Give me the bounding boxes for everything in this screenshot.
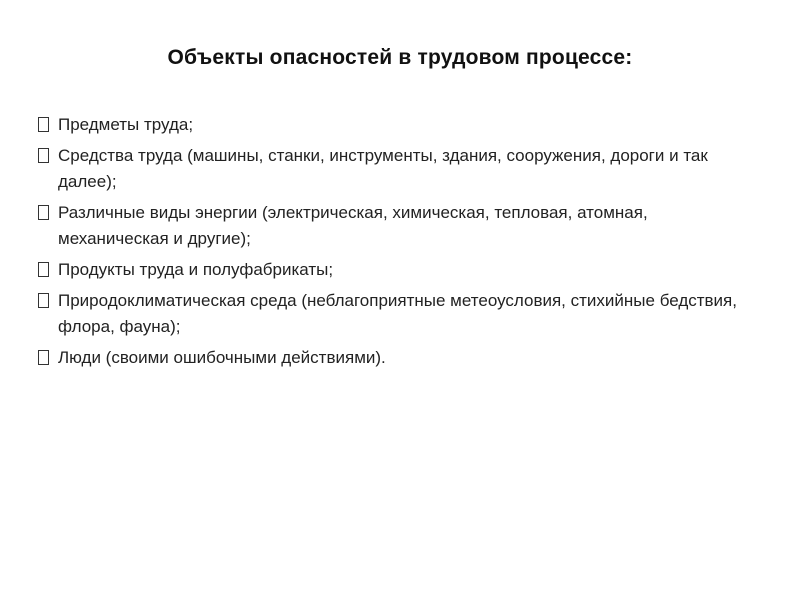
bullet-text: Продукты труда и полуфабрикаты; bbox=[58, 260, 334, 279]
bullet-item bbox=[36, 200, 756, 252]
bullet-marker-icon bbox=[38, 293, 49, 308]
bullet-marker-icon bbox=[38, 205, 49, 220]
bullet-text: Средства труда (машины, станки, инструменты, здания, сооружения, дороги и так далее); bbox=[58, 146, 708, 191]
bullet-list bbox=[36, 112, 756, 376]
bullet-marker-icon bbox=[38, 350, 49, 365]
bullet-text: Люди (своими ошибочными действиями). bbox=[58, 348, 386, 367]
bullet-item bbox=[36, 143, 756, 195]
bullet-item bbox=[36, 257, 756, 283]
bullet-marker-icon bbox=[38, 262, 49, 277]
bullet-marker-icon bbox=[38, 117, 49, 132]
bullet-item bbox=[36, 288, 756, 340]
slide-title: Объекты опасностей в трудовом процессе: bbox=[167, 46, 633, 69]
bullet-text: Природоклиматическая среда (неблагоприятные метеоусловия, стихийные бедствия, флора, фауна); bbox=[58, 291, 737, 336]
bullet-item bbox=[36, 112, 756, 138]
bullet-marker-icon bbox=[38, 148, 49, 163]
bullet-text: Различные виды энергии (электрическая, химическая, тепловая, атомная, механическая и другие); bbox=[58, 203, 648, 248]
bullet-text: Предметы труда; bbox=[58, 115, 194, 134]
bullet-item bbox=[36, 345, 756, 371]
